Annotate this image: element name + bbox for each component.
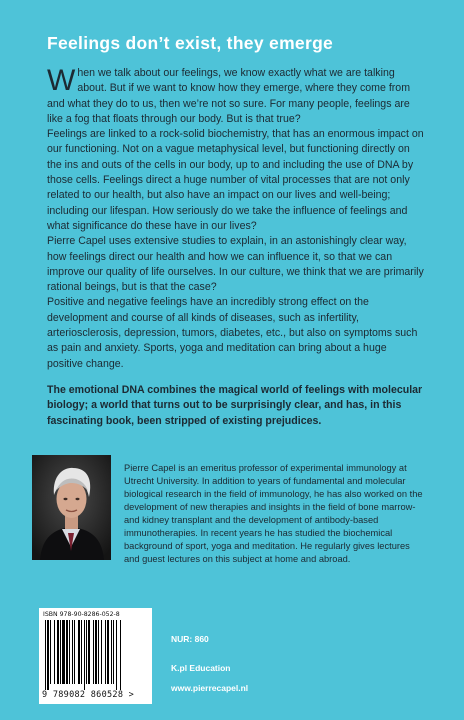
barcode-panel [39,608,152,704]
blurb-text [47,66,425,372]
highlight-paragraph: The emotional DNA combines the magical world of feelings with molecular biology; a world that turns out to be surprisingly clear, and has, in this fascinating book, been stripped of existing prejudices. [47,384,423,427]
blurb-paragraph-2: Pierre Capel uses extensive studies to explain, in an astonishingly clear way, how feelings direct our health and how we can influence it, so that we can improve our quality of life ourselves. In our culture, we think that we are primarily rational beings, but is that the case? [47,235,424,294]
barcode-icon [43,620,146,690]
author-bio: Pierre Capel is an emeritus professor of experimental immunology at Utrecht University. In addition to years of fundamental and molecular biological research in the field of immunology, he has also worked on the development of new therapies and insights in the field of bone marrow- and kidney transplant and the development of antibody-based immunotherapies. In recent years he has studied the biochemical background of sport, yoga and meditation. He regularly gives lectures and guest lectures on this subject at home and abroad. [124,463,423,564]
intro-paragraph [47,66,425,127]
barcode-digits: 9 789082 860528 > [42,690,135,700]
isbn-label: ISBN 978-90-8286-052-8 [43,611,120,618]
author-photo [32,455,111,560]
author-portrait-icon [32,455,111,560]
intro-text: hen we talk about our feelings, we know exactly what we are talking about. But if we want to know how they emerge, where they come from and what they do to us, then we’re not so sure. For many people, feelings are like a fog that floats through our body. But is that true? [47,67,411,125]
website-link[interactable]: www.pierrecapel.nl [171,683,249,693]
blurb-paragraph-3: Positive and negative feelings have an incredibly strong effect on the development and course of all kinds of diseases, such as infertility, arteriosclerosis, depression, tumors, diabetes, etc., but also on symptoms such as pain and anxiety. Sports, yoga and meditation can bring about a huge positive change. [47,296,418,370]
book-title: Feelings don’t exist, they emerge [47,33,334,53]
drop-cap: W [47,64,76,97]
publisher-name: K.pl Education [171,663,231,673]
blurb-paragraph-1: Feelings are linked to a rock-solid biochemistry, that has an enormous impact on our functioning. Not on a vague metaphysical level, but functioning directly on the ins and outs of the cells in our body, up to and including the use of DNA by those cells. Feelings direct a huge number of vital processes that are not only related to our health, but also have an impact on our lives and well-being; including our lifespan. How seriously do we take the influence of feelings and what significance do these have in our lives? [47,128,424,232]
nur-code: NUR: 860 [171,634,209,644]
